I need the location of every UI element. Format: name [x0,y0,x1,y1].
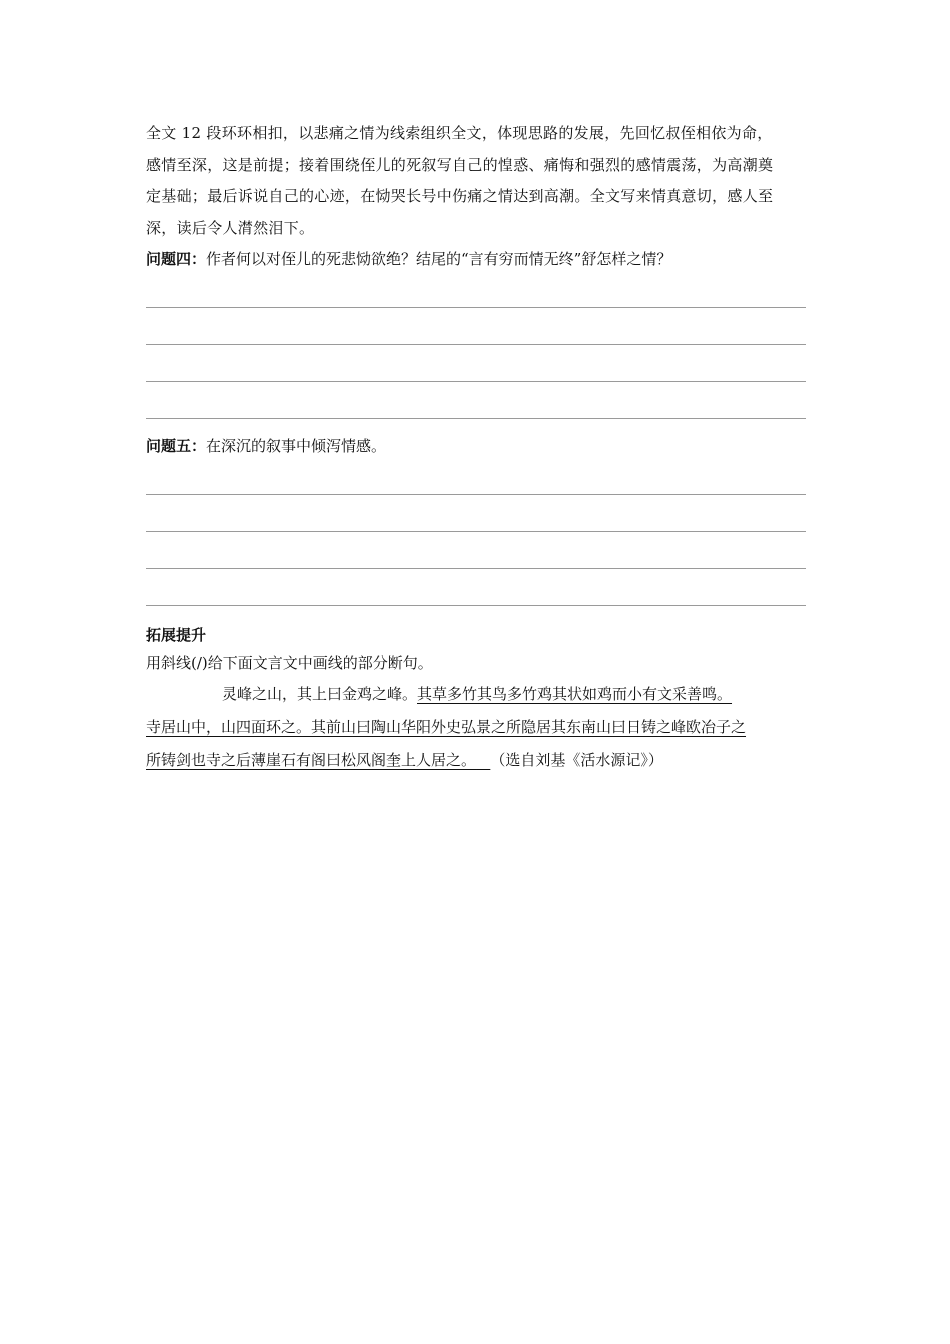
section-title: 拓展提升 [146,626,207,644]
question-five-text: 在深沉的叙事中倾泻情感。 [206,437,387,455]
answer-line[interactable] [146,280,806,308]
summary-paragraph [146,118,806,244]
passage-source: （选自刘基《活水源记》） [490,751,663,769]
document-page [146,118,806,777]
question-four-text: 作者何以对侄儿的死悲恸欲绝？结尾的“言有穷而情无终”舒怎样之情？ [206,250,672,268]
summary-line: 感情至深，这是前提；接着围绕侄儿的死叙写自己的惶惑、痛悔和强烈的感情震荡，为高潮奠 [146,155,774,174]
underlined-text: 寺居山中，山四面环之。其前山曰陶山华阳外史弘景之所隐居其东南山曰日铸之峰欧冶子之 [146,718,747,736]
underlined-text: 其草多竹其鸟多竹鸡其状如鸡而小有文采善鸣。 [417,685,733,703]
summary-line: 定基础；最后诉说自己的心迹，在恸哭长号中伤痛之情达到高潮。全文写来情真意切，感人至 [146,187,774,205]
answer-line[interactable] [146,495,806,532]
summary-line: 深，读后令人潸然泪下。 [146,218,315,237]
answer-line[interactable] [146,467,806,495]
question-four [146,246,806,272]
passage-line [146,744,806,777]
underlined-text: 所铸剑也寺之后薄崖石有阁曰松风阁奎上人居之。 [146,751,477,769]
question-five [146,433,806,459]
answer-line[interactable] [146,532,806,569]
answer-line[interactable] [146,308,806,345]
question-five-label: 问题五： [146,437,207,455]
answer-line[interactable] [146,569,806,606]
passage-plain: 灵峰之山，其上曰金鸡之峰。 [222,685,418,703]
answer-line[interactable] [146,345,806,382]
passage-line [146,678,806,711]
passage-line [146,711,806,744]
summary-line: 全文 12 段环环相扣，以悲痛之情为线索组织全文，体现思路的发展，先回忆叔侄相依为命， [146,124,773,142]
instruction: 用斜线(/)给下面文言文中画线的部分断句。 [146,654,433,672]
question-four-label: 问题四： [146,250,207,268]
answer-lines-five [146,467,806,606]
classical-passage [146,678,806,777]
answer-lines-four [146,280,806,419]
answer-line[interactable] [146,382,806,419]
